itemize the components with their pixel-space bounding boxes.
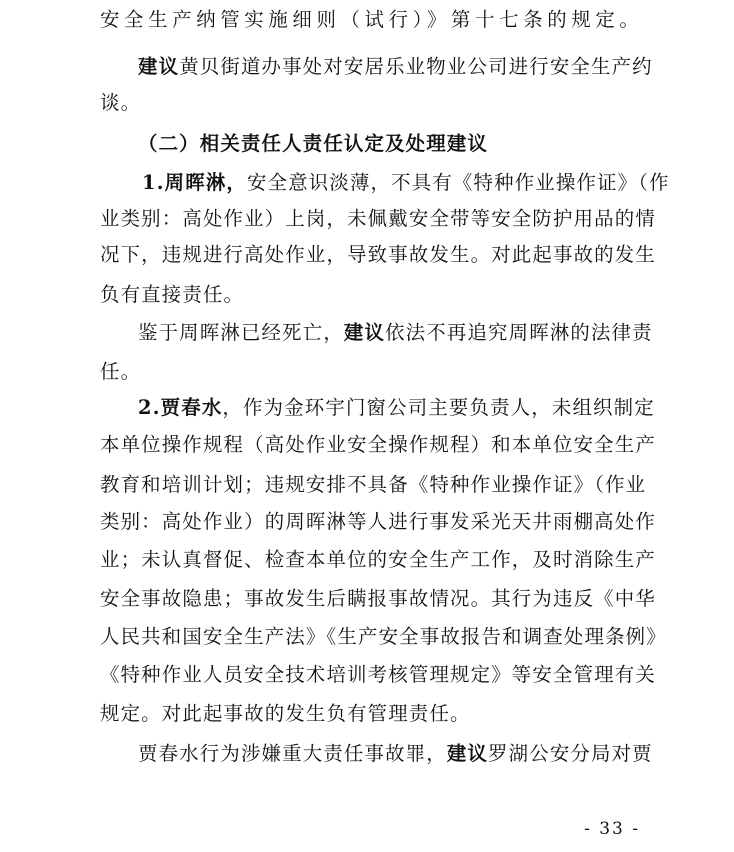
paragraph-line	[142, 171, 670, 195]
paragraph-line	[100, 510, 656, 534]
line-text: 业；未认真督促、检查本单位的安全生产工作，及时消除生产	[100, 548, 656, 571]
page-number: - 33 -	[584, 819, 640, 839]
paragraph-line	[100, 587, 656, 611]
line-text: 业类别：高处作业）上岗，未佩戴安全带等安全防护用品的情	[100, 207, 656, 230]
paragraph-line	[138, 55, 653, 79]
line-text: 贾春水行为涉嫌重大责任事故罪，	[138, 742, 447, 765]
line-text: 本单位操作规程（高处作业安全操作规程）和本单位安全生产	[100, 433, 656, 456]
bold-term: 建议	[138, 55, 180, 78]
paragraph-line	[100, 433, 656, 457]
paragraph-line	[138, 742, 653, 766]
paragraph-line	[100, 283, 640, 307]
line-text: 罗湖公安分局对贾	[488, 742, 653, 765]
line-text: ，作为金环宇门窗公司主要负责人，未组织制定	[222, 396, 655, 419]
person-name: 2.贾春水	[138, 396, 223, 419]
line-text: 黄贝街道办事处对安居乐业物业公司进行安全生产约	[179, 55, 653, 78]
line-text: 《特种作业人员安全技术培训考核管理规定》等安全管理有关	[100, 663, 656, 686]
line-text: 安全生产纳管实施细则（试行）》第十七条的规定。	[100, 8, 640, 31]
paragraph-line	[138, 321, 653, 345]
paragraph-line	[138, 396, 655, 420]
line-text: 安全事故隐患；事故发生后瞒报事故情况。其行为违反《中华	[100, 587, 656, 610]
paragraph-line	[100, 625, 667, 649]
bold-term: 建议	[343, 321, 386, 344]
line-text: 鉴于周晖淋已经死亡，	[138, 321, 344, 344]
bold-term: 建议	[446, 742, 489, 765]
line-text: 规定。对此起事故的发生负有管理责任。	[100, 702, 471, 725]
paragraph-line	[100, 702, 640, 726]
paragraph-line	[100, 473, 647, 497]
line-text: 类别：高处作业）的周晖淋等人进行事发采光天井雨棚高处作	[100, 510, 656, 533]
paragraph-line	[100, 360, 640, 384]
line-text: 依法不再追究周晖淋的法律责	[385, 321, 653, 344]
section-heading	[138, 132, 678, 156]
line-text: 安全意识淡薄，不具有《特种作业操作证》（作	[247, 171, 670, 194]
heading-text: （二）相关责任人责任认定及处理建议	[138, 132, 489, 155]
paragraph-line	[100, 548, 656, 572]
paragraph-line	[100, 207, 656, 231]
paragraph-line	[100, 8, 640, 32]
paragraph-line	[100, 243, 656, 267]
line-text: 人民共和国安全生产法》《生产安全事故报告和调查处理条例》	[100, 625, 667, 648]
paragraph-line	[100, 663, 656, 687]
line-text: 负有直接责任。	[100, 283, 245, 306]
paragraph-line	[100, 91, 640, 115]
line-text: 教育和培训计划；违规安排不具备《特种作业操作证》（作业	[100, 473, 647, 496]
person-name: 1.周晖淋，	[142, 171, 248, 194]
line-text: 谈。	[100, 91, 142, 114]
line-text: 况下，违规进行高处作业，导致事故发生。对此起事故的发生	[100, 243, 656, 266]
line-text: 任。	[100, 360, 142, 383]
